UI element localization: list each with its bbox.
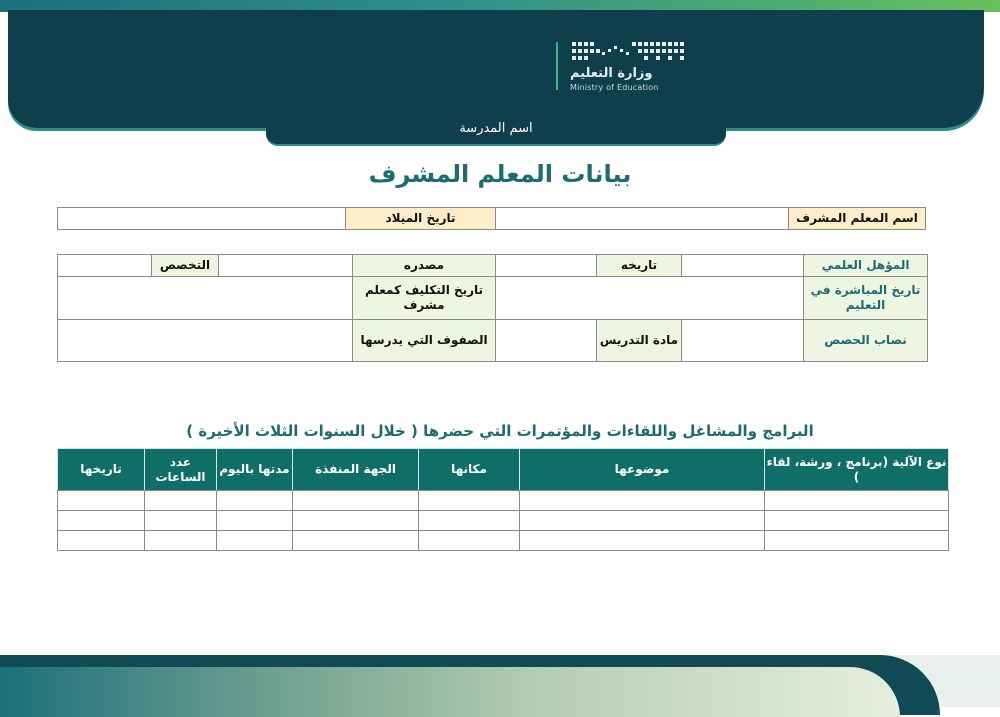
table-cell[interactable] (144, 490, 217, 511)
qualification-date-label: تاريخه (596, 254, 682, 277)
col-location: مكانها (418, 448, 520, 491)
teacher-name-field[interactable] (495, 207, 789, 230)
table-cell[interactable] (418, 530, 520, 551)
grades-label: الصفوف التي يدرسها (352, 319, 496, 362)
subject-label: مادة التدريس (596, 319, 682, 362)
subject-field[interactable] (495, 319, 597, 362)
table-cell[interactable] (57, 490, 145, 511)
ministry-name-en: Ministry of Education (570, 83, 659, 92)
table-cell[interactable] (292, 530, 419, 551)
table-cell[interactable] (519, 530, 765, 551)
teaching-start-label: تاريخ المباشرة في التعليم (803, 276, 928, 320)
table-cell[interactable] (216, 530, 293, 551)
table-cell[interactable] (418, 490, 520, 511)
specialization-label: التخصص (151, 254, 219, 277)
col-hours: عدد الساعات (144, 448, 217, 491)
table-cell[interactable] (519, 490, 765, 511)
footer-gradient (0, 667, 900, 717)
table-cell[interactable] (144, 530, 217, 551)
teaching-load-field[interactable] (681, 319, 804, 362)
supervisor-assignment-label: تاريخ التكليف كمعلم مشرف (352, 276, 496, 320)
col-topic: موضوعها (519, 448, 765, 491)
col-organizer: الجهة المنفذة (292, 448, 419, 491)
table-cell[interactable] (764, 490, 949, 511)
birth-date-label: تاريخ الميلاد (345, 207, 496, 230)
school-name-label: اسم المدرسة (459, 121, 533, 136)
school-name-tab[interactable] (266, 108, 726, 146)
table-cell[interactable] (418, 510, 520, 531)
qualification-field[interactable] (681, 254, 804, 277)
table-cell[interactable] (216, 510, 293, 531)
logo-divider (556, 42, 558, 90)
ministry-dots-icon (570, 40, 694, 62)
ministry-logo (556, 40, 696, 96)
programs-table-title: البرامج والمشاغل واللقاءات والمؤتمرات التي حضرها ( خلال السنوات الثلاث الأخيرة ) (186, 422, 814, 440)
col-activity-type: نوع الآلية (برنامج ، ورشة، لقاء ) (764, 448, 949, 491)
table-cell[interactable] (292, 510, 419, 531)
birth-date-field[interactable] (57, 207, 346, 230)
table-cell[interactable] (57, 530, 145, 551)
table-cell[interactable] (144, 510, 217, 531)
teaching-load-label: نصاب الحصص (803, 319, 928, 362)
page-title: بيانات المعلم المشرف (368, 160, 632, 188)
qualification-source-field[interactable] (218, 254, 353, 277)
qualification-label: المؤهل العلمي (803, 254, 928, 277)
table-cell[interactable] (57, 510, 145, 531)
table-cell[interactable] (292, 490, 419, 511)
specialization-field[interactable] (57, 254, 152, 277)
table-cell[interactable] (216, 490, 293, 511)
table-cell[interactable] (764, 530, 949, 551)
supervisor-assignment-field[interactable] (57, 276, 353, 320)
teaching-start-field[interactable] (495, 276, 804, 320)
table-cell[interactable] (519, 510, 765, 531)
ministry-name-ar: وزارة التعليم (570, 66, 653, 81)
teacher-name-label: اسم المعلم المشرف (788, 207, 926, 230)
grades-field[interactable] (57, 319, 353, 362)
table-cell[interactable] (764, 510, 949, 531)
qualification-source-label: مصدره (352, 254, 496, 277)
col-date: تاريخها (57, 448, 145, 491)
qualification-date-field[interactable] (495, 254, 597, 277)
col-duration-days: مدتها باليوم (216, 448, 293, 491)
